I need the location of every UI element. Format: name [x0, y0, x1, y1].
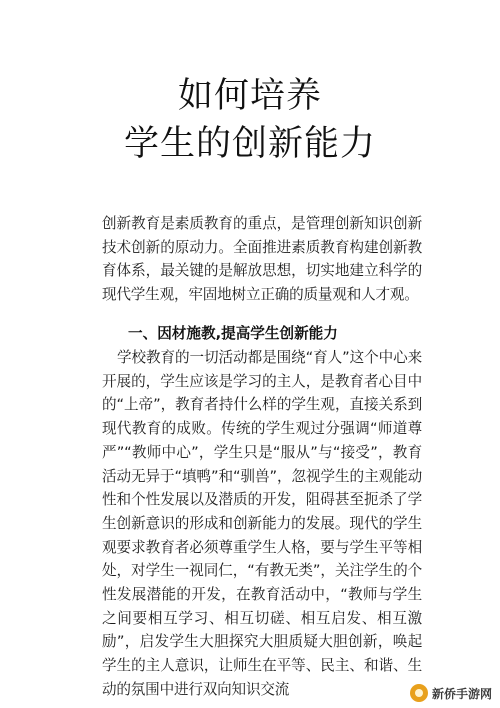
intro-paragraph: 创新教育是素质教育的重点，是管理创新知识创新技术创新的原动力。全面推进素质教育构建创新教育体系，最关键的是解放思想，切实地建立科学的现代学生观，牢固地树立正确的质量观和人才观。: [102, 215, 422, 304]
document-title-line-2: 学生的创新能力: [123, 124, 376, 164]
watermark-text: 新侨手游网: [431, 686, 492, 701]
document-title-line-1: 如何培养: [177, 76, 322, 116]
site-watermark: [410, 684, 492, 702]
gamepad-logo-icon: [410, 684, 428, 702]
section-heading: 一、因材施教,提高学生创新能力: [128, 325, 338, 342]
section-paragraph: 学校教育的一切活动都是围绕“育人”这个中心来开展的，学生应该是学习的主人，是教育者心目中的“上帝”，教育者持什么样的学生观，直接关系到现代教育的成败。传统的学生观过分强调“师道尊严”“教师中心”，学生只是“服从”与“接受”，教育活动无异于“填鸭”和“驯兽”，忽视学生的主观能动性和个性发展以及潜质的开发，阻碍甚至扼杀了学生创新意识的形成和创新能力的发展。现代的学生观要求教育者必须尊重学生人格，要与学生平等相处，对学生一视同仁，“有教无类”，关注学生的个性发展潜能的开发，在教育活动中，“教师与学生之间要相互学习、相互切磋、相互启发、相互激励”，启发学生大胆探究大胆质疑大胆创新，唤起学生的主人意识，让师生在平等、民主、和谐、生动的氛围中进行双向知识交流: [102, 349, 422, 698]
